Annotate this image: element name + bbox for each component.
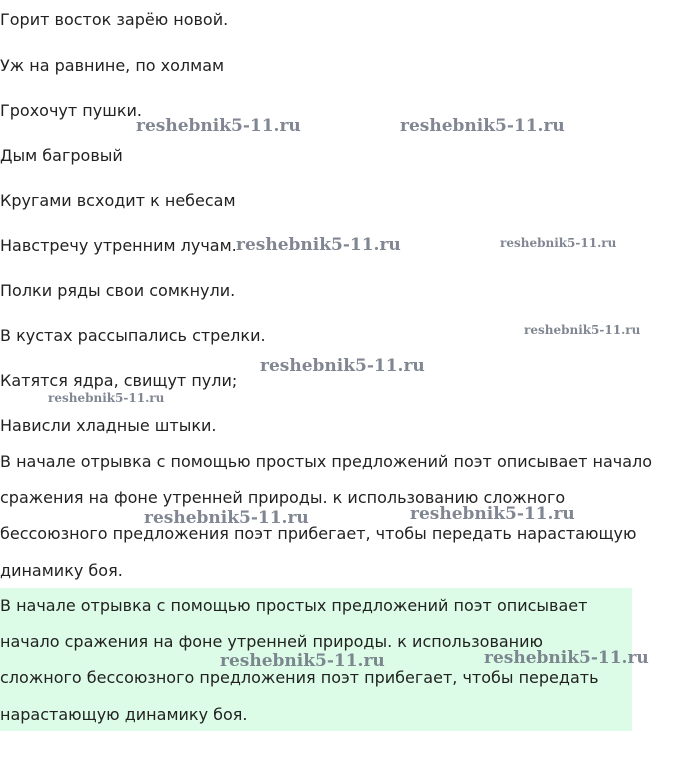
highlighted-line-3: сложного бессоюзного предложения поэт прибегает, чтобы передать [0, 668, 599, 687]
poem-line-1: Горит восток зарёю новой. [0, 10, 229, 29]
poem-line-4: Дым багровый [0, 146, 123, 165]
watermark-text: reshebnik5-11.ru [220, 651, 385, 671]
watermark-text: reshebnik5-11.ru [400, 116, 565, 136]
watermark-text: reshebnik5-11.ru [410, 504, 575, 524]
highlighted-line-2: начало сражения на фоне утренней природы. к использованию [0, 632, 543, 651]
poem-line-7: Полки ряды свои сомкнули. [0, 281, 236, 300]
poem-line-2: Уж на равнине, по холмам [0, 56, 225, 75]
watermark-text: reshebnik5-11.ru [136, 116, 301, 136]
poem-line-3: Грохочут пушки. [0, 101, 143, 120]
watermark-text: reshebnik5-11.ru [48, 391, 165, 405]
watermark-text: reshebnik5-11.ru [236, 235, 401, 255]
poem-line-10: Нависли хладные штыки. [0, 416, 217, 435]
paragraph-line-1: В начале отрывка с помощью простых предложений поэт описывает начало [0, 452, 653, 471]
watermark-text: reshebnik5-11.ru [500, 236, 617, 250]
watermark-text: reshebnik5-11.ru [484, 648, 649, 668]
poem-line-9: Катятся ядра, свищут пули; [0, 371, 238, 390]
watermark-text: reshebnik5-11.ru [524, 323, 641, 337]
paragraph-line-4: динамику боя. [0, 561, 123, 580]
paragraph-line-3: бессоюзного предложения поэт прибегает, чтобы передать нарастающую [0, 524, 637, 543]
highlighted-line-4: нарастающую динамику боя. [0, 705, 248, 724]
poem-line-5: Кругами всходит к небесам [0, 191, 236, 210]
paragraph-line-2: сражения на фоне утренней природы. к использованию сложного [0, 488, 566, 507]
watermark-text: reshebnik5-11.ru [260, 356, 425, 376]
highlighted-line-1: В начале отрывка с помощью простых предложений поэт описывает [0, 596, 588, 615]
watermark-text: reshebnik5-11.ru [144, 508, 309, 528]
poem-line-8: В кустах рассыпались стрелки. [0, 326, 266, 345]
poem-line-6: Навстречу утренним лучам. [0, 236, 237, 255]
